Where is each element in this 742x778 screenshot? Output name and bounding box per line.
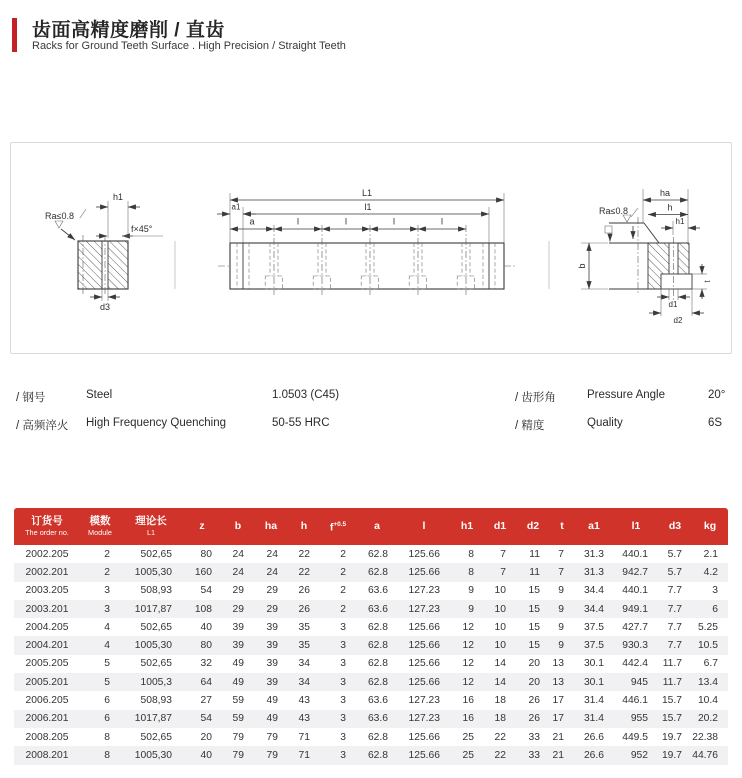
cell: 39	[232, 621, 244, 633]
spec-label-zh: / 钢号	[16, 392, 46, 404]
cell: 62.8	[367, 658, 388, 670]
dim-label-b: b	[577, 263, 587, 269]
title-accent-bar	[12, 18, 17, 52]
cell: 5.7	[667, 548, 682, 560]
cell: 25	[462, 731, 474, 743]
spec-value: 50-55 HRC	[272, 417, 330, 429]
cell: 19.7	[661, 749, 682, 761]
cell: 62.8	[367, 731, 388, 743]
cell: 10.5	[697, 640, 718, 652]
spec-value: 1.0503 (C45)	[272, 389, 340, 401]
cell: 9	[558, 603, 564, 615]
cell: 25	[462, 749, 474, 761]
cell: 7	[500, 566, 506, 578]
cell: 7.7	[667, 621, 682, 633]
cell: 2	[340, 548, 346, 560]
table-header	[14, 508, 728, 545]
cell: 1017,87	[134, 713, 172, 725]
cell: 2003.205	[25, 585, 69, 597]
table-row	[14, 618, 728, 636]
cell: 39	[266, 658, 278, 670]
cell: 71	[298, 731, 310, 743]
cell: 32	[200, 658, 212, 670]
cell: 10	[494, 640, 506, 652]
cell: 945	[630, 676, 648, 688]
ground-surface-icon	[605, 226, 612, 233]
cell: 11	[529, 548, 540, 560]
cell: 62.8	[367, 749, 388, 761]
dim-label-l: l	[345, 216, 347, 227]
surface-finish-icon	[55, 221, 63, 228]
cell: 930.3	[622, 640, 648, 652]
cell: 21	[552, 749, 564, 761]
dim-label-l: l	[393, 216, 395, 227]
cell: 16	[462, 695, 474, 707]
spec-label-en: High Frequency Quenching	[86, 417, 226, 429]
column-header: kg	[692, 508, 728, 545]
spec-quality	[515, 417, 735, 433]
cell: 26	[298, 585, 310, 597]
cell: 1005,30	[134, 566, 172, 578]
spec-label-en: Quality	[587, 417, 623, 429]
cell: 11.7	[662, 658, 682, 670]
cell: 62.8	[367, 621, 388, 633]
cell: 9	[558, 621, 564, 633]
cell: 13	[552, 658, 564, 670]
cell: 80	[200, 548, 212, 560]
cell: 5.7	[667, 566, 682, 578]
cell: 14	[494, 676, 506, 688]
cell: 49	[232, 676, 244, 688]
dim-label-a: a	[249, 216, 255, 227]
cell: 440.1	[622, 585, 648, 597]
cell: 34	[298, 676, 310, 688]
cell: 17	[552, 695, 564, 707]
cell: 49	[266, 713, 278, 725]
cell: 54	[200, 713, 212, 725]
cell: 35	[298, 621, 310, 633]
cell: 1005,30	[134, 749, 172, 761]
dim-label-ha: ha	[659, 188, 671, 198]
cell: 125.66	[408, 749, 440, 761]
cell: 2	[340, 566, 346, 578]
cell: 12	[462, 640, 474, 652]
cell: 502,65	[140, 621, 172, 633]
middle-elevation-view	[217, 188, 516, 295]
cell: 442.4	[622, 658, 648, 670]
cell: 59	[232, 713, 244, 725]
cell: 59	[232, 695, 244, 707]
table-row	[14, 600, 728, 618]
cell: 3	[340, 676, 346, 688]
dim-label-d2: d2	[673, 316, 683, 325]
column-header: a1	[574, 508, 614, 545]
cell: 37.5	[583, 640, 604, 652]
cell: 49	[266, 695, 278, 707]
cell: 2	[104, 548, 110, 560]
cell: 2004.205	[25, 621, 69, 633]
table-row	[14, 673, 728, 691]
table-header-row	[14, 508, 728, 545]
cell: 24	[232, 548, 244, 560]
cell: 8	[104, 749, 110, 761]
cell: 39	[266, 640, 278, 652]
cell: 44.76	[692, 749, 718, 761]
cell: 2	[104, 566, 110, 578]
cell: 125.66	[408, 548, 440, 560]
cell: 125.66	[408, 621, 440, 633]
cell: 15	[528, 603, 540, 615]
column-header: h	[288, 508, 320, 545]
column-header: h1	[450, 508, 484, 545]
cell: 2006.205	[25, 695, 69, 707]
cell: 8	[468, 566, 474, 578]
cell: 125.66	[408, 566, 440, 578]
cell: 29	[266, 603, 278, 615]
cell: 3	[104, 603, 110, 615]
cell: 7.7	[667, 603, 682, 615]
cell: 30.1	[583, 676, 604, 688]
cell: 63.6	[367, 695, 388, 707]
dim-label-f45: f×45°	[131, 224, 153, 234]
cell: 955	[630, 713, 648, 725]
column-header: 模数 Module	[80, 508, 120, 545]
cell: 30.1	[583, 658, 604, 670]
cell: 2005.205	[25, 658, 69, 670]
cell: 3	[340, 695, 346, 707]
right-section-view	[577, 188, 712, 325]
cell: 440.1	[622, 548, 648, 560]
column-header: b	[222, 508, 254, 545]
cell: 125.66	[408, 658, 440, 670]
cell: 3	[340, 640, 346, 652]
cell: 15.7	[661, 713, 682, 725]
spec-value: 20°	[708, 389, 726, 401]
cell: 3	[340, 658, 346, 670]
cell: 11	[529, 566, 540, 578]
cell: 10	[494, 621, 506, 633]
spec-label-zh: / 精度	[515, 420, 545, 432]
cell: 108	[194, 603, 212, 615]
cell: 2004.201	[25, 640, 69, 652]
cell: 39	[266, 676, 278, 688]
cell: 15	[528, 621, 540, 633]
dim-label-t: t	[703, 280, 712, 283]
spec-quenching	[16, 417, 496, 433]
cell: 24	[266, 548, 278, 560]
dim-label-d3: d3	[99, 302, 111, 312]
surface-finish-icon	[623, 215, 631, 222]
cell: 26.6	[583, 731, 604, 743]
rack-spec-table	[14, 508, 728, 765]
cell: 127.23	[408, 713, 440, 725]
cell: 63.6	[367, 603, 388, 615]
cell: 7	[500, 548, 506, 560]
table-row	[14, 655, 728, 673]
cell: 7	[558, 566, 564, 578]
cell: 22.38	[692, 731, 718, 743]
cell: 2002.201	[25, 566, 69, 578]
cell: 6	[104, 713, 110, 725]
cell: 2008.201	[25, 749, 69, 761]
cell: 10.4	[697, 695, 718, 707]
cell: 40	[200, 621, 212, 633]
cell: 11.7	[662, 676, 682, 688]
cell: 7.7	[667, 585, 682, 597]
cell: 12	[462, 621, 474, 633]
column-header: l1	[614, 508, 658, 545]
cell: 63.6	[367, 713, 388, 725]
cell: 2005.201	[25, 676, 69, 688]
cell: 33	[528, 731, 540, 743]
surface-finish-label: Ra≤0.8	[45, 211, 74, 221]
spec-label-en: Steel	[86, 389, 113, 401]
cell: 2003.201	[25, 603, 69, 615]
cell: 15.7	[661, 695, 682, 707]
table-body	[14, 545, 728, 765]
cell: 79	[232, 731, 244, 743]
cell: 34.4	[583, 603, 604, 615]
cell: 502,65	[140, 658, 172, 670]
cell: 35	[298, 640, 310, 652]
dim-label-l: l	[297, 216, 299, 227]
cell: 2006.201	[25, 713, 69, 725]
cell: 22	[494, 731, 506, 743]
column-header: z	[182, 508, 222, 545]
cell: 54	[200, 585, 212, 597]
cell: 5	[104, 676, 110, 688]
cell: 5.25	[697, 621, 718, 633]
cell: 79	[266, 731, 278, 743]
cell: 22	[298, 548, 310, 560]
cell: 449.5	[622, 731, 648, 743]
cell: 62.8	[367, 640, 388, 652]
cell: 10	[494, 585, 506, 597]
cell: 26	[528, 713, 540, 725]
cell: 33	[528, 749, 540, 761]
table-row	[14, 582, 728, 600]
cell: 3	[340, 731, 346, 743]
cell: 31.3	[583, 566, 604, 578]
spec-pressure-angle	[515, 389, 735, 405]
rack-dimension-drawing	[11, 143, 729, 351]
cell: 127.23	[408, 695, 440, 707]
cell: 8	[468, 548, 474, 560]
dim-label-h1: h1	[675, 217, 685, 226]
cell: 4.2	[703, 566, 718, 578]
cell: 125.66	[408, 731, 440, 743]
cell: 125.66	[408, 640, 440, 652]
dim-label-a1: a1	[231, 202, 241, 212]
cell: 9	[468, 603, 474, 615]
cell: 6	[104, 695, 110, 707]
cell: 63.6	[367, 585, 388, 597]
cell: 508,93	[140, 585, 172, 597]
cell: 19.7	[661, 731, 682, 743]
cell: 29	[266, 585, 278, 597]
cell: 21	[552, 731, 564, 743]
cell: 3	[712, 585, 718, 597]
cell: 20	[528, 658, 540, 670]
cell: 62.8	[367, 676, 388, 688]
column-header: ha	[254, 508, 288, 545]
cell: 27	[200, 695, 212, 707]
dim-label-h1: h1	[112, 192, 124, 202]
technical-drawing-panel	[10, 142, 732, 354]
cell: 24	[266, 566, 278, 578]
cell: 4	[104, 640, 110, 652]
cell: 31.3	[583, 548, 604, 560]
cell: 20	[200, 731, 212, 743]
cell: 7	[558, 548, 564, 560]
cell: 949.1	[622, 603, 648, 615]
cell: 22	[298, 566, 310, 578]
cell: 40	[200, 749, 212, 761]
cell: 31.4	[583, 713, 604, 725]
cell: 2	[340, 585, 346, 597]
cell: 3	[104, 585, 110, 597]
cell: 127.23	[408, 603, 440, 615]
cell: 508,93	[140, 695, 172, 707]
surface-finish-label: Ra≤0.8	[599, 206, 628, 216]
spec-label-en: Pressure Angle	[587, 389, 665, 401]
cell: 1017,87	[134, 603, 172, 615]
cell: 64	[200, 676, 212, 688]
cell: 22	[494, 749, 506, 761]
cell: 71	[298, 749, 310, 761]
column-header: 订货号 The order no.	[14, 508, 80, 545]
dim-label-L1: L1	[361, 188, 373, 198]
cell: 1005,30	[134, 640, 172, 652]
table-row	[14, 636, 728, 654]
dim-label-l1: l1	[364, 202, 372, 212]
cell: 18	[494, 695, 506, 707]
column-header: a	[356, 508, 398, 545]
spec-steel	[16, 389, 496, 405]
cell: 18	[494, 713, 506, 725]
table-row	[14, 545, 728, 563]
cell: 502,65	[140, 731, 172, 743]
cell: 12	[462, 676, 474, 688]
column-header: d3	[658, 508, 692, 545]
cell: 3	[340, 749, 346, 761]
column-header: 理论长 L1	[120, 508, 182, 545]
cell: 43	[298, 695, 310, 707]
spec-label-zh: / 高频淬火	[16, 420, 69, 432]
column-header: l	[398, 508, 450, 545]
cell: 2.1	[703, 548, 718, 560]
table-row	[14, 710, 728, 728]
cell: 2	[340, 603, 346, 615]
cell: 29	[232, 585, 244, 597]
table-row	[14, 691, 728, 709]
cell: 8	[104, 731, 110, 743]
spec-label-zh: / 齿形角	[515, 392, 556, 404]
cell: 10	[494, 603, 506, 615]
page-subtitle: Racks for Ground Teeth Surface . High Precision / Straight Teeth	[32, 40, 346, 52]
cell: 17	[552, 713, 564, 725]
left-section-view	[45, 192, 163, 312]
cell: 13.4	[697, 676, 718, 688]
cell: 20.2	[697, 713, 718, 725]
cell: 34	[298, 658, 310, 670]
cell: 3	[340, 713, 346, 725]
dim-label-d1: d1	[668, 300, 678, 309]
cell: 20	[528, 676, 540, 688]
cell: 1005,3	[140, 676, 172, 688]
cell: 26.6	[583, 749, 604, 761]
cell: 62.8	[367, 548, 388, 560]
cell: 37.5	[583, 621, 604, 633]
cell: 952	[630, 749, 648, 761]
cell: 4	[104, 621, 110, 633]
table-row	[14, 563, 728, 581]
cell: 49	[232, 658, 244, 670]
cell: 160	[194, 566, 212, 578]
cell: 26	[528, 695, 540, 707]
cell: 5	[104, 658, 110, 670]
cell: 12	[462, 658, 474, 670]
cell: 127.23	[408, 585, 440, 597]
cell: 43	[298, 713, 310, 725]
cell: 13	[552, 676, 564, 688]
cell: 502,65	[140, 548, 172, 560]
cell: 39	[232, 640, 244, 652]
cell: 6	[712, 603, 718, 615]
cell: 942.7	[622, 566, 648, 578]
column-header: t	[550, 508, 574, 545]
cell: 26	[298, 603, 310, 615]
cell: 6.7	[703, 658, 718, 670]
column-header: d1	[484, 508, 516, 545]
dim-label-h: h	[667, 202, 673, 213]
cell: 9	[558, 585, 564, 597]
cell: 29	[232, 603, 244, 615]
cell: 15	[528, 585, 540, 597]
cell: 79	[266, 749, 278, 761]
cell: 446.1	[622, 695, 648, 707]
cell: 3	[340, 621, 346, 633]
cell: 31.4	[583, 695, 604, 707]
dim-label-l: l	[441, 216, 443, 227]
cell: 79	[232, 749, 244, 761]
cell: 39	[266, 621, 278, 633]
cell: 9	[558, 640, 564, 652]
table-row	[14, 746, 728, 764]
cell: 427.7	[622, 621, 648, 633]
cell: 24	[232, 566, 244, 578]
cell: 62.8	[367, 566, 388, 578]
cell: 16	[462, 713, 474, 725]
cell: 34.4	[583, 585, 604, 597]
table-row	[14, 728, 728, 746]
cell: 14	[494, 658, 506, 670]
column-header: $f^{+0.5}$	[320, 508, 356, 545]
cell: 2002.205	[25, 548, 69, 560]
cell: 2008.205	[25, 731, 69, 743]
cell: 125.66	[408, 676, 440, 688]
page-title: 齿面高精度磨削 / 直齿	[32, 20, 225, 41]
cell: 15	[528, 640, 540, 652]
column-header: d2	[516, 508, 550, 545]
cell: 7.7	[667, 640, 682, 652]
cell: 9	[468, 585, 474, 597]
cell: 80	[200, 640, 212, 652]
spec-value: 6S	[708, 417, 723, 429]
